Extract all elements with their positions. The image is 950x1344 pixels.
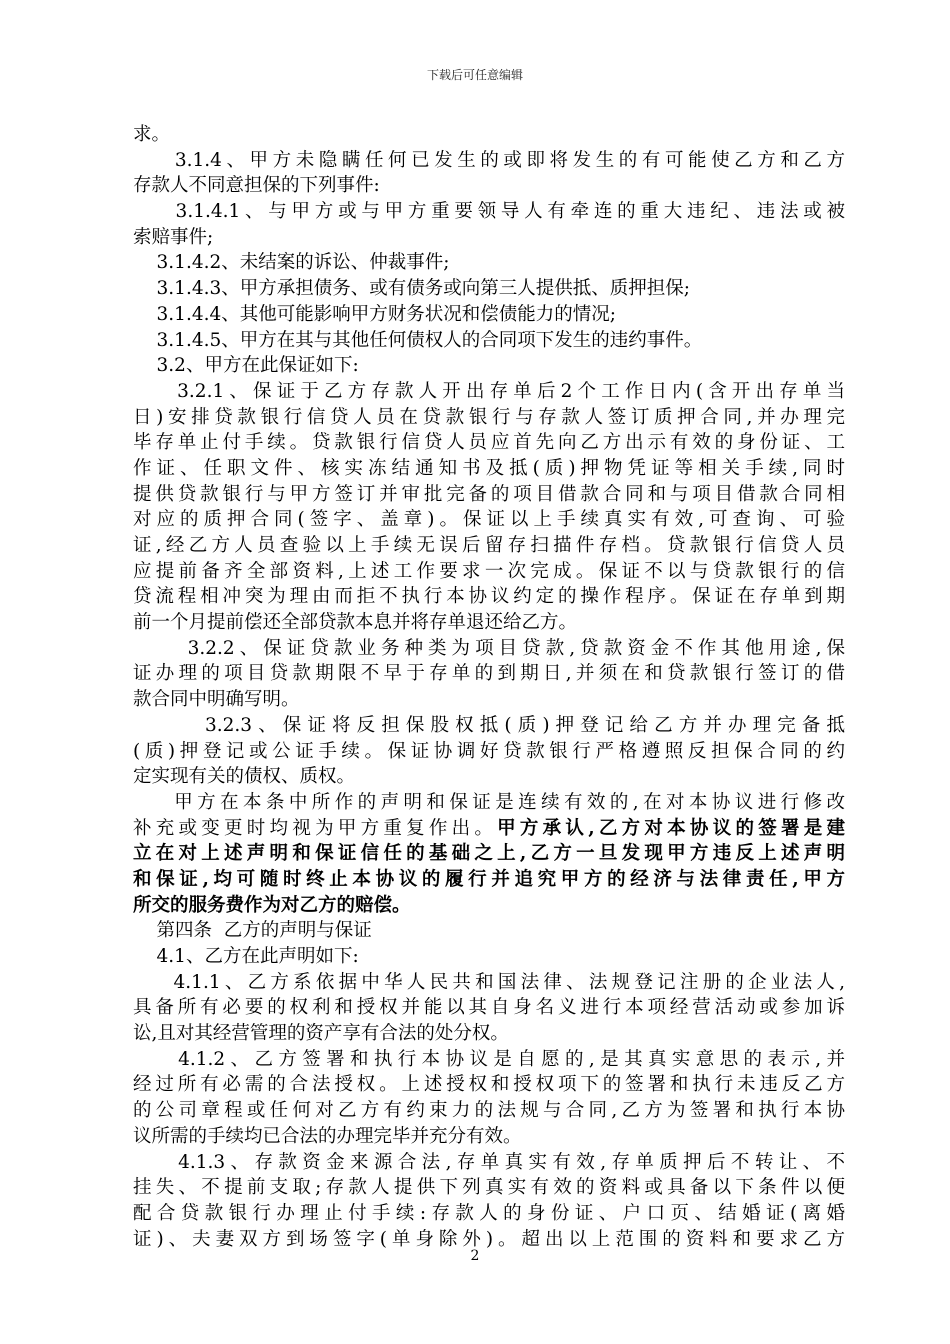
text-line (133, 122, 845, 148)
line-text: 贷流程相冲突为理由而拒不执行本协议约定的操作程序。保证在存单到期 (133, 586, 845, 608)
line-text: 4.1、乙方在此声明如下: (133, 946, 359, 967)
line-text: 3.2.1、保证于乙方存款人开出存单后2个工作日内(含开出存单当 (133, 380, 845, 402)
line-text: 3.1.4、甲方未隐瞒任何已发生的或即将发生的有可能使乙方和乙方 (133, 149, 845, 171)
text-line (133, 1201, 845, 1227)
text-line (133, 893, 845, 919)
page-number: 2 (470, 1248, 480, 1264)
text-line (133, 636, 845, 662)
bold-text: 甲方承认,乙方对本协议的签署是建 (497, 817, 845, 839)
line-text: 证)、夫妻双方到场签字(单身除外)。超出以上范围的资料和要求乙方 (133, 1228, 845, 1250)
line-text: 补充或变更时均视为甲方重复作出。 (133, 817, 498, 839)
text-line (133, 199, 845, 225)
text-line (133, 148, 845, 174)
line-text: 配合贷款银行办理止付手续:存款人的身份证、户口页、结婚证(离婚 (133, 1202, 845, 1224)
text-line (133, 918, 845, 944)
line-text: 前一个月提前偿还全部贷款本息并将存单退还给乙方。 (133, 612, 578, 634)
text-line (133, 482, 845, 508)
text-line (133, 610, 845, 636)
line-text: 作证、任职文件、核实冻结通知书及抵(质)押物凭证等相关手续,同时 (133, 457, 845, 479)
line-text: 证办理的项目贷款期限不早于存单的到期日,并须在和贷款银行签订的借 (133, 663, 845, 685)
line-text: 的公司章程或任何对乙方有约束力的法规与合同,乙方为签署和执行本协 (133, 1100, 845, 1122)
text-line (133, 764, 845, 790)
text-line (133, 507, 845, 533)
text-line (133, 995, 845, 1021)
text-line (133, 584, 845, 610)
text-line (133, 225, 845, 251)
line-text: 款合同中明确写明。 (133, 689, 300, 711)
text-line (133, 533, 845, 559)
text-line (133, 816, 845, 842)
text-line (133, 1072, 845, 1098)
line-text: 3.1.4.4、其他可能影响甲方财务状况和偿债能力的情况; (133, 303, 616, 325)
text-line (133, 276, 845, 302)
line-text: 证,经乙方人员查验以上手续无误后留存扫描件存档。贷款银行信贷人员 (133, 535, 845, 556)
line-text: 挂失、不提前支取;存款人提供下列真实有效的资料或具备以下条件以便 (133, 1177, 845, 1199)
bold-text: 立在对上述声明和保证信任的基础之上,乙方一旦发现甲方违反上述声明 (133, 843, 845, 865)
text-line (133, 1047, 845, 1073)
text-line (133, 328, 845, 354)
line-text: 3.1.4.1、与甲方或与甲方重要领导人有牵连的重大违纪、违法或被 (133, 201, 845, 223)
line-text: 索赔事件; (133, 226, 214, 248)
line-text: 议所需的手续均已合法的办理完毕并充分有效。 (133, 1125, 522, 1147)
text-line (133, 713, 845, 739)
text-line (133, 353, 845, 379)
text-line (133, 250, 845, 276)
text-line (133, 430, 845, 456)
text-line (133, 790, 845, 816)
line-text: 毕存单止付手续。贷款银行信贷人员应首先向乙方出示有效的身份证、工 (133, 432, 845, 454)
text-line (133, 1021, 845, 1047)
line-text: 第四条 乙方的声明与保证 (133, 920, 372, 942)
line-text: 求。 (133, 124, 171, 145)
line-text: 4.1.1、乙方系依据中华人民共和国法律、法规登记注册的企业法人, (133, 971, 845, 993)
text-line (133, 173, 845, 199)
text-line (133, 1098, 845, 1124)
line-text: 3.1.4.5、甲方在其与其他任何债权人的合同项下发生的违约事件。 (133, 329, 703, 351)
line-text: 日)安排贷款银行信贷人员在贷款银行与存款人签订质押合同,并办理完 (133, 406, 845, 428)
text-line (133, 1175, 845, 1201)
page-header: 下载后可任意编辑 (426, 68, 523, 82)
text-line (133, 559, 845, 585)
text-line (133, 1124, 845, 1150)
line-text: 应提前备齐全部资料,上述工作要求一次完成。保证不以与贷款银行的信 (133, 560, 845, 582)
line-text: (质)押登记或公证手续。保证协调好贷款银行严格遵照反担保合同的约 (133, 740, 845, 762)
line-text: 3.1.4.3、甲方承担债务、或有债务或向第三人提供抵、质押担保; (133, 278, 690, 300)
line-text: 4.1.3、存款资金来源合法,存单真实有效,存单质押后不转让、不 (133, 1151, 845, 1173)
document-body (133, 122, 845, 1252)
line-text: 3.2.2、保证贷款业务种类为项目贷款,贷款资金不作其他用途,保 (133, 637, 845, 659)
text-line (133, 1150, 845, 1176)
bold-text: 所交的服务费作为对乙方的赔偿。 (133, 894, 411, 916)
text-line (133, 302, 845, 328)
text-line (133, 841, 845, 867)
text-line (133, 867, 845, 893)
line-text: 甲方在本条中所作的声明和保证是连续有效的,在对本协议进行修改 (133, 791, 845, 813)
bold-text: 和保证,均可随时终止本协议的履行并追究甲方的经济与法律责任,甲方 (133, 868, 845, 890)
text-line (133, 970, 845, 996)
text-line (133, 944, 845, 970)
line-text: 定实现有关的债权、质权。 (133, 766, 356, 788)
line-text: 具备所有必要的权利和授权并能以其自身名义进行本项经营活动或参加诉 (133, 997, 845, 1019)
text-line (133, 661, 845, 687)
line-text: 4.1.2、乙方签署和执行本协议是自愿的,是其真实意思的表示,并 (133, 1048, 845, 1070)
line-text: 提供贷款银行与甲方签订并审批完备的项目借款合同和与项目借款合同相 (133, 483, 845, 505)
text-line (133, 739, 845, 765)
line-text: 经过所有必需的合法授权。上述授权和授权项下的签署和执行未违反乙方 (133, 1074, 845, 1096)
line-text: 3.2、甲方在此保证如下: (133, 355, 359, 377)
text-line (133, 456, 845, 482)
line-text: 讼,且对其经营管理的资产享有合法的处分权。 (133, 1023, 509, 1045)
line-text: 存款人不同意担保的下列事件: (133, 175, 380, 197)
line-text: 对应的质押合同(签字、盖章)。保证以上手续真实有效,可查询、可验 (133, 509, 845, 531)
line-text: 3.1.4.2、未结案的诉讼、仲裁事件; (133, 252, 450, 274)
text-line (133, 405, 845, 431)
line-text: 3.2.3、保证将反担保股权抵(质)押登记给乙方并办理完备抵 (133, 714, 845, 736)
text-line (133, 379, 845, 405)
text-line (133, 687, 845, 713)
